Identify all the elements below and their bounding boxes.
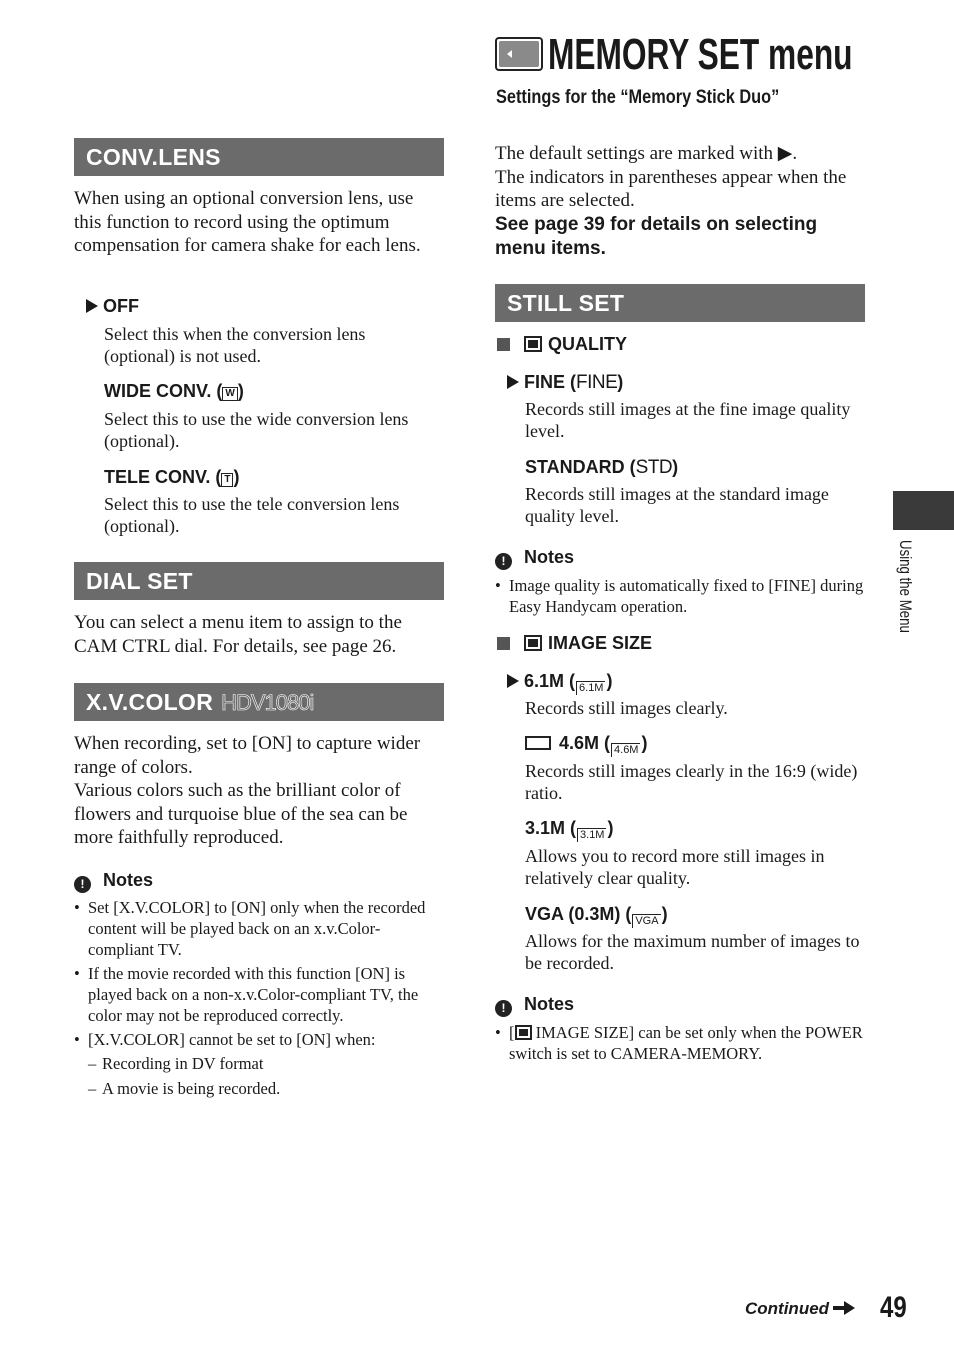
default-marker-icon	[507, 375, 519, 389]
notes-icon: !	[74, 876, 91, 893]
xv-notes-heading: ! Notes	[74, 869, 153, 893]
square-bullet-icon	[497, 338, 510, 351]
page-title: MEMORY SET menu	[548, 30, 853, 79]
side-tab-marker	[893, 491, 954, 530]
intro-line2: The indicators in parentheses appear when the items are selected.	[495, 166, 847, 211]
size-6-1m-icon: 6.1M	[576, 681, 605, 695]
quality-label: QUALITY	[548, 334, 627, 354]
conv-off-item[interactable]	[86, 295, 139, 317]
xv-color-body	[74, 732, 446, 850]
still-image-icon	[524, 635, 542, 651]
size-3-1m-item[interactable]: 3.1M ( 3.1M )	[525, 818, 614, 841]
quality-notes-list	[495, 575, 865, 617]
see-page-link[interactable]: See page 39 for details on selecting menu items.	[495, 214, 818, 259]
size-3-1m-desc: Allows you to record more still images in relatively clear quality.	[525, 846, 825, 888]
standard-desc: Records still images at the standard image quality level.	[525, 484, 829, 526]
fine-item[interactable]: FINE (FINE)	[507, 371, 623, 394]
tele-conv-title: TELE CONV. (	[104, 467, 222, 487]
wide-conv-desc: Select this to use the wide conversion lens (optional).	[104, 409, 409, 451]
fine-icon: FINE	[576, 372, 618, 393]
xv-notes-list	[74, 897, 444, 1099]
page-number: 49	[880, 1291, 907, 1324]
square-bullet-icon	[497, 637, 510, 650]
wide-16-9-icon	[525, 736, 551, 750]
xv-color-body2: Various colors such as the brilliant color of flowers and turquoise blue of the sea can be more faithfully reproduced.	[74, 780, 408, 848]
conv-off-desc: Select this when the conversion lens (optional) is not used.	[104, 324, 366, 366]
image-size-label: IMAGE SIZE	[548, 633, 653, 653]
size-vga-item[interactable]: VGA (0.3M) ( VGA )	[525, 904, 668, 927]
list-item: • Set [X.V.COLOR] to [ON] only when the recorded content will be played back on an x.v.Color-compliant TV.	[74, 897, 444, 960]
side-tab-label: Using the Menu	[896, 540, 915, 633]
wide-conv-item[interactable]: WIDE CONV. ( W )	[104, 381, 244, 401]
list-item: – Recording in DV format	[88, 1053, 444, 1074]
xv-color-body1: When recording, set to [ON] to capture wider range of colors.	[74, 733, 421, 778]
size-vga-icon: VGA	[632, 914, 660, 928]
list-item: – A movie is being recorded.	[88, 1078, 444, 1099]
intro-text	[495, 142, 865, 213]
size-6-1m-desc: Records still images clearly.	[525, 698, 728, 718]
list-item: • Image quality is automatically fixed to [FINE] during Easy Handycam operation.	[495, 575, 865, 617]
section-header-xv-color	[74, 683, 444, 721]
conv-lens-heading: CONV.LENS	[86, 144, 221, 170]
section-header-still-set	[495, 284, 865, 322]
arrow-right-icon	[833, 1301, 855, 1320]
wide-conv-title: WIDE CONV. (	[104, 381, 223, 401]
page-subtitle: Settings for the “Memory Stick Duo”	[496, 87, 780, 108]
size-vga-desc: Allows for the maximum number of images to be recorded.	[525, 931, 860, 973]
list-item: • [ IMAGE SIZE] can be set only when the POWER switch is set to CAMERA-MEMORY.	[495, 1022, 867, 1064]
notes-icon: !	[495, 553, 512, 570]
hdv1080i-badge: HDV1080i	[221, 690, 314, 715]
std-icon: STD	[635, 457, 673, 478]
list-item: • If the movie recorded with this function [ON] is played back on a non-x.v.Color-compliant TV, the color may not be reproduced correctly.	[74, 963, 444, 1026]
default-marker-icon	[86, 299, 98, 313]
continued-label: Continued	[745, 1298, 855, 1320]
intro-line1: The default settings are marked with ▶.	[495, 143, 798, 164]
quality-notes-heading: ! Notes	[495, 546, 574, 570]
default-marker-icon	[507, 674, 519, 688]
size-3-1m-icon: 3.1M	[577, 828, 606, 842]
size-4-6m-desc: Records still images clearly in the 16:9 (wide) ratio.	[525, 761, 858, 803]
tele-conv-desc: Select this to use the tele conversion lens (optional).	[104, 494, 400, 536]
tele-conv-item[interactable]: TELE CONV. ( T )	[104, 467, 240, 487]
notes-icon: !	[495, 1000, 512, 1017]
size-6-1m-item[interactable]: 6.1M ( 6.1M )	[507, 670, 612, 695]
section-header-conv-lens	[74, 138, 444, 176]
size-4-6m-icon: 4.6M	[611, 743, 640, 757]
dial-set-heading: DIAL SET	[86, 568, 193, 594]
dial-set-body: You can select a menu item to assign to the CAM CTRL dial. For details, see page 26.	[74, 612, 402, 657]
memory-stick-icon	[495, 37, 543, 71]
xv-color-heading: X.V.COLOR	[86, 689, 214, 715]
fine-desc: Records still images at the fine image quality level.	[525, 399, 851, 441]
size-4-6m-item[interactable]: 4.6M ( 4.6M )	[525, 732, 647, 757]
section-header-dial-set	[74, 562, 444, 600]
conv-off-title: OFF	[103, 296, 139, 316]
list-item: • [X.V.COLOR] cannot be set to [ON] when:	[74, 1029, 444, 1050]
quality-subheading	[497, 333, 627, 355]
image-size-notes-list	[495, 1022, 867, 1064]
image-size-notes-heading: ! Notes	[495, 993, 574, 1017]
conv-lens-body: When using an optional conversion lens, use this function to record using the optimum compensation for camera shake for each lens.	[74, 188, 421, 256]
standard-item[interactable]: STANDARD (STD)	[525, 457, 679, 478]
still-set-heading: STILL SET	[507, 290, 625, 316]
tele-lens-icon: T	[221, 473, 233, 487]
still-image-icon	[524, 336, 542, 352]
wide-lens-icon: W	[222, 387, 237, 401]
still-image-icon	[515, 1025, 532, 1040]
image-size-subheading	[497, 632, 652, 654]
